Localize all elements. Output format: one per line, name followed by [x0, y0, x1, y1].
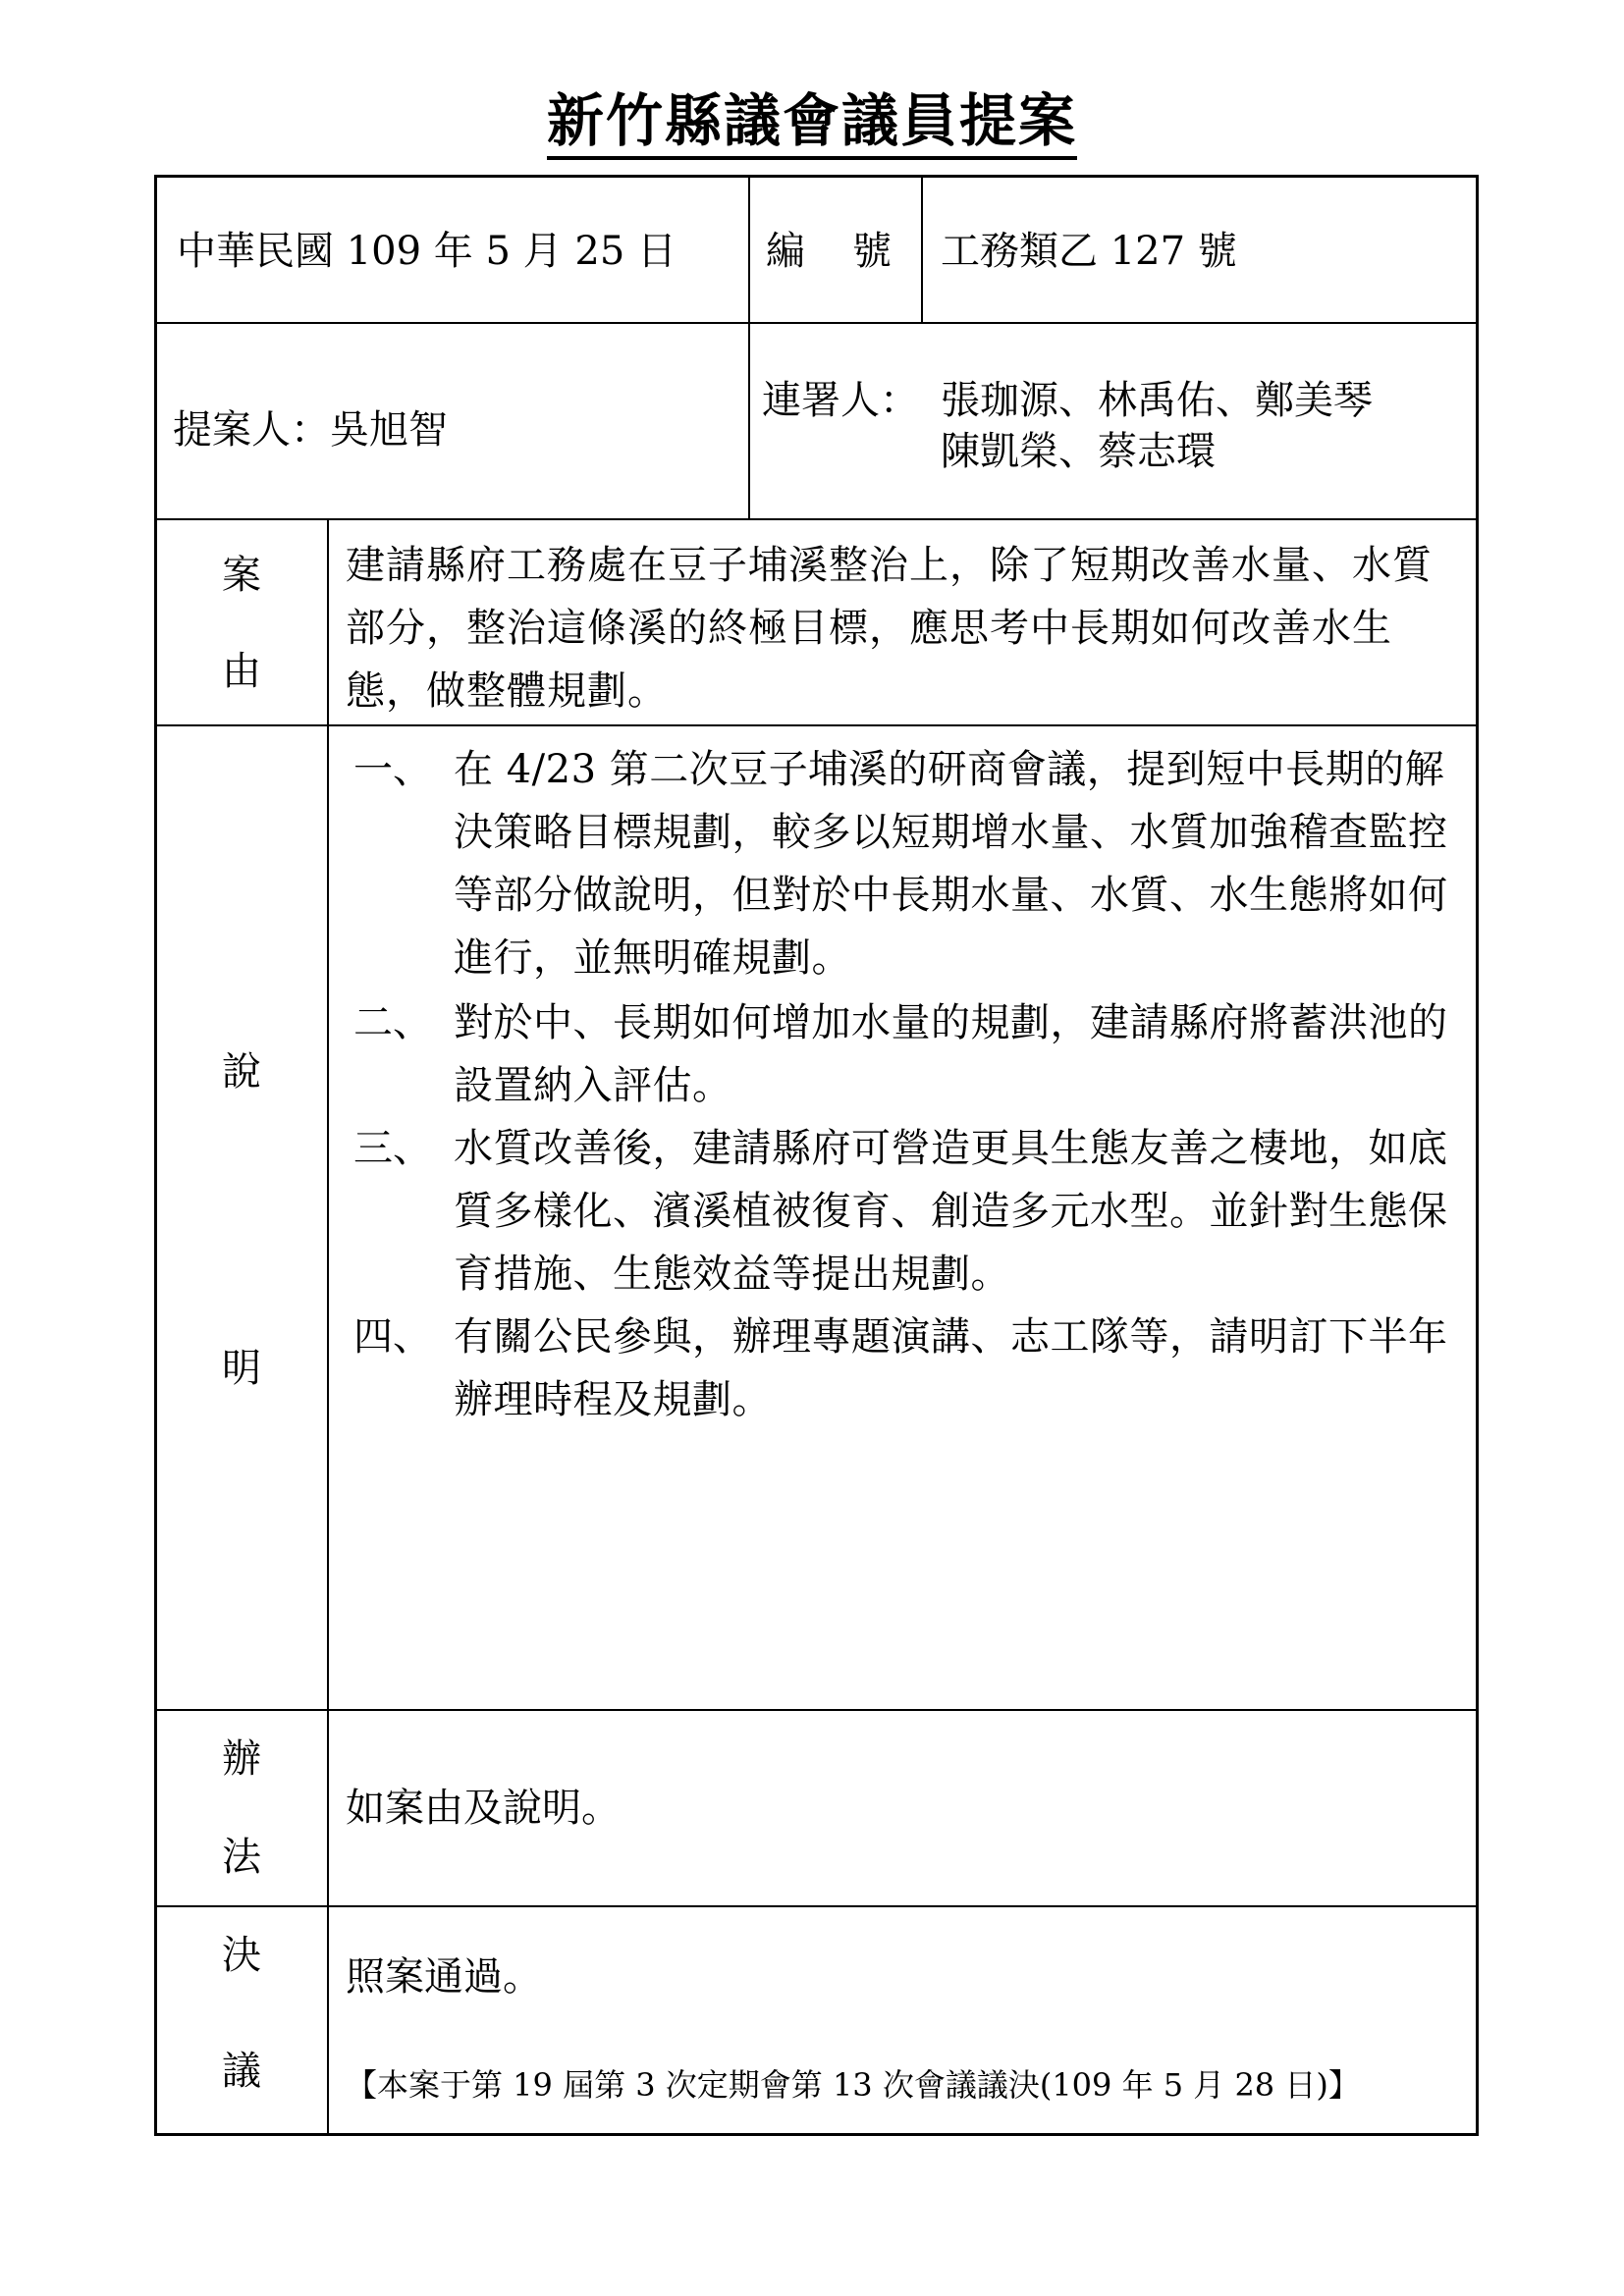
- row-divider-3: [154, 724, 1479, 726]
- resolution-note: 【本案于第 19 屆第 3 次定期會第 13 次會議議決(109 年 5 月 28 日)】: [346, 2066, 1360, 2104]
- item-number: 四、: [353, 1314, 432, 1360]
- item-text: 在 4/23 第二次豆子埔溪的研商會議，提到短中長期的解決策略目標規劃，較多以短期增水量、水質加強稽查監控等部分做說明，但對於中長期水量、水質、水生態將如何進行，並無明確規劃。: [454, 747, 1448, 981]
- cosigners-line-2: 陳凱榮、蔡志環: [941, 429, 1216, 474]
- number-value: 工務類乙 127 號: [941, 229, 1237, 274]
- item-number: 二、: [353, 1000, 432, 1045]
- column-divider-labels: [327, 518, 329, 2136]
- resolution-label-bottom: 議: [222, 2049, 261, 2094]
- subject-label-bottom: 由: [222, 649, 261, 694]
- column-divider-number: [921, 175, 923, 324]
- item-number: 一、: [353, 747, 432, 792]
- method-label-bottom: 法: [222, 1835, 261, 1880]
- column-divider-header: [748, 175, 750, 520]
- explanation-label-bottom: 明: [222, 1346, 261, 1391]
- proposer: 提案人：吳旭智: [173, 407, 448, 453]
- item-text: 對於中、長期如何增加水量的規劃，建請縣府將蓄洪池的設置納入評估。: [454, 1000, 1448, 1108]
- row-divider-5: [154, 1905, 1479, 1907]
- subject-label-top: 案: [222, 553, 261, 598]
- number-label: 編 號: [766, 229, 895, 274]
- row-divider-2: [154, 518, 1479, 520]
- subject-text: 建請縣府工務處在豆子埔溪整治上，除了短期改善水量、水質部分，整治這條溪的終極目標，應思考中長期如何改善水生態，做整體規劃。: [346, 543, 1433, 714]
- document-title-text: 新竹縣議會議員提案: [547, 87, 1077, 160]
- method-label-top: 辦: [222, 1736, 261, 1782]
- row-divider-1: [154, 322, 1479, 324]
- item-text: 水質改善後，建請縣府可營造更具生態友善之棲地，如底質多樣化、濱溪植被復育、創造多元水型。並針對生態保育措施、生態效益等提出規劃。: [454, 1126, 1448, 1297]
- row-divider-4: [154, 1709, 1479, 1711]
- item-number: 三、: [353, 1126, 432, 1171]
- resolution-text: 照案通過。: [346, 1954, 542, 2000]
- proposal-date: 中華民國 109 年 5 月 25 日: [177, 229, 677, 274]
- resolution-label-top: 決: [222, 1933, 261, 1978]
- document-title: [0, 86, 1624, 155]
- item-text: 有關公民參與，辦理專題演講、志工隊等，請明訂下半年辦理時程及規劃。: [454, 1314, 1448, 1422]
- explanation-label-top: 說: [222, 1049, 261, 1095]
- method-text: 如案由及說明。: [346, 1786, 621, 1831]
- cosigners-line-1: 張珈源、林禹佑、鄭美琴: [941, 378, 1373, 423]
- cosigners-label: 連署人：: [762, 378, 919, 423]
